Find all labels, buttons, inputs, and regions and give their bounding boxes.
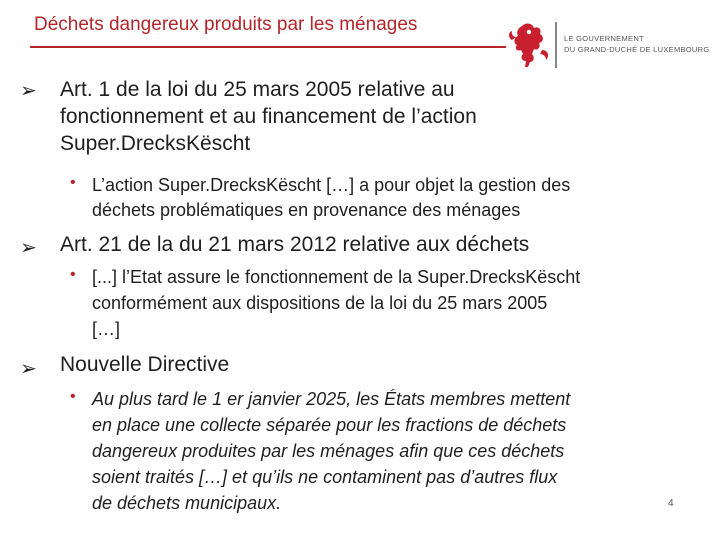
slide-title: Déchets dangereux produits par les ménages	[34, 14, 418, 35]
sub-bullet-3-line-1: Au plus tard le 1 er janvier 2025, les États membres mettent	[92, 389, 571, 409]
bullet-1-line-3: Super.DrecksKëscht	[60, 132, 251, 155]
title-underline	[30, 46, 506, 48]
bullet-3-line-1: Nouvelle Directive	[60, 353, 230, 376]
dot-bullet-icon: •	[70, 174, 76, 191]
sub-bullet-3-line-2: en place une collecte séparée pour les fractions de déchets	[92, 415, 567, 435]
logo-text	[564, 33, 710, 55]
bullet-1-line-1: Art. 1 de la loi du 25 mars 2005 relative au	[60, 78, 455, 101]
arrow-bullet-icon: ➢	[20, 358, 37, 380]
bullet-2-line-1: Art. 21 de la du 21 mars 2012 relative aux déchets	[60, 233, 530, 256]
sub-bullet-3-line-5: de déchets municipaux.	[92, 493, 282, 513]
arrow-bullet-icon: ➢	[20, 237, 37, 259]
sub-bullet-2-line-2: conformément aux dispositions de la loi du 25 mars 2005	[92, 293, 548, 313]
sub-bullet-2-line-1: [...] l’Etat assure le fonctionnement de la Super.DrecksKëscht	[92, 267, 581, 287]
sub-bullet-3-line-3: dangereux produites par les ménages afin que ces déchets	[92, 441, 565, 461]
sub-bullet-1-line-1: L’action Super.DrecksKëscht […] a pour objet la gestion des	[92, 175, 571, 195]
sub-bullet-2-line-3: […]	[92, 319, 121, 339]
arrow-bullet-icon: ➢	[20, 80, 37, 102]
logo-line-1: LE GOUVERNEMENT	[564, 34, 644, 43]
sub-bullet-3-line-4: soient traités […] et qu’ils ne contaminent pas d’autres flux	[92, 467, 558, 487]
logo-separator	[555, 22, 557, 68]
red-lion-icon	[508, 20, 552, 70]
page-number: 4	[668, 498, 674, 509]
sub-bullet-1-line-2: déchets problématiques en provenance des ménages	[92, 200, 521, 220]
government-logo	[508, 20, 714, 72]
logo-line-2: DU GRAND-DUCHÉ DE LUXEMBOURG	[564, 45, 710, 54]
dot-bullet-icon: •	[70, 388, 76, 405]
dot-bullet-icon: •	[70, 266, 76, 283]
bullet-1-line-2: fonctionnement et au financement de l’action	[60, 105, 477, 128]
